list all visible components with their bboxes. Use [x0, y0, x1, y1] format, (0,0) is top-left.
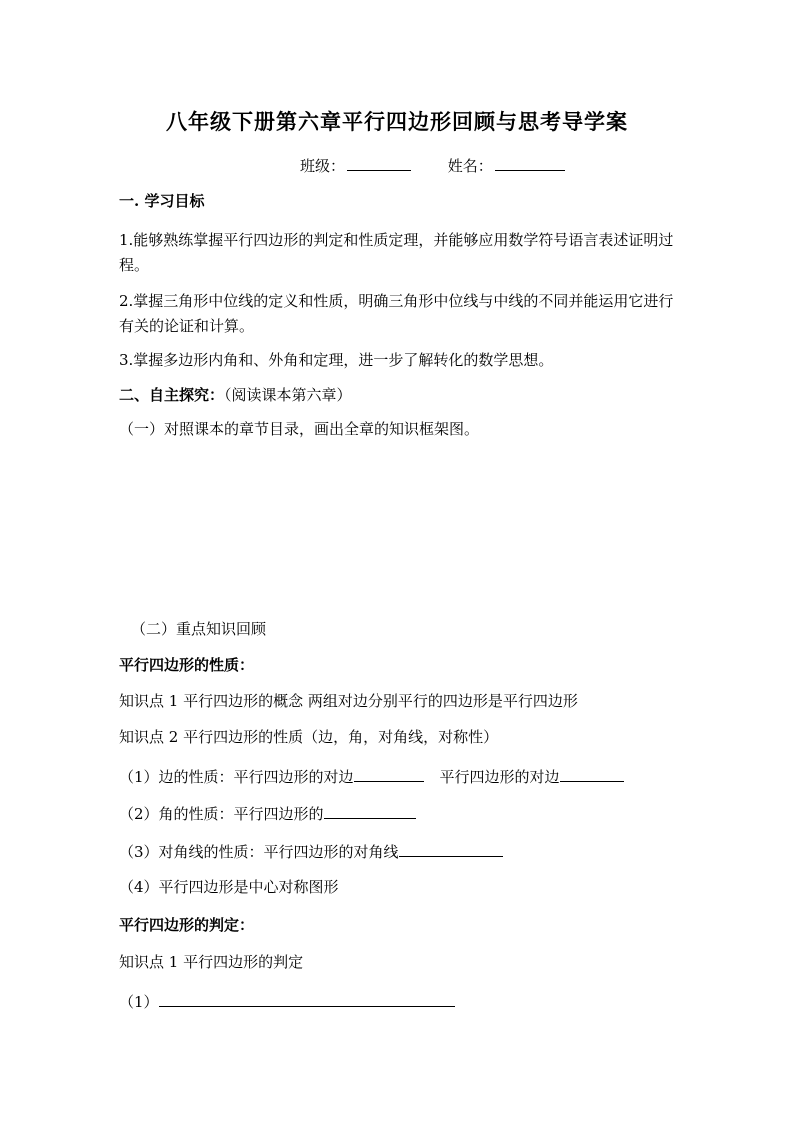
judgement-1-blank[interactable]	[159, 990, 455, 1007]
goals-heading: 一. 学习目标	[119, 192, 205, 210]
property-2-label: （2）角的性质：平行四边形的	[119, 805, 324, 823]
property-3-blank[interactable]	[399, 840, 503, 857]
explore-heading: 二、自主探究：	[119, 386, 225, 404]
property-4: （4）平行四边形是中心对称图形	[119, 878, 339, 896]
knowledge-point-2: 知识点 2 平行四边形的性质（边，角，对角线，对称性）	[119, 728, 499, 746]
class-label: 班级：	[300, 157, 346, 175]
judgement-1-label: （1）	[119, 993, 159, 1011]
goal-2: 2.掌握三角形中位线的定义和性质，明确三角形中位线与中线的不同并能运用它进行有关的论证和计算。	[119, 292, 674, 335]
goal-1: 1.能够熟练掌握平行四边形的判定和性质定理，并能够应用数学符号语言表述证明过程。	[119, 231, 674, 274]
knowledge-point-1: 知识点 1 平行四边形的概念 两组对边分别平行的四边形是平行四边形	[119, 692, 578, 710]
properties-heading: 平行四边形的性质：	[119, 656, 255, 674]
judgement-1-row	[119, 990, 455, 1012]
explore-note: （阅读课本第六章）	[224, 386, 352, 404]
property-1-row	[119, 765, 624, 787]
name-blank[interactable]	[495, 154, 565, 171]
property-1-blank-a[interactable]	[354, 765, 424, 782]
property-3-label: （3）对角线的性质：平行四边形的对角线	[119, 843, 399, 861]
property-1-label: （1）边的性质：平行四边形的对边	[119, 768, 354, 786]
property-1-label-b: 平行四边形的对边	[439, 768, 560, 786]
property-2-row	[119, 802, 416, 824]
judgement-heading: 平行四边形的判定：	[119, 916, 255, 934]
name-label: 姓名：	[447, 157, 493, 175]
judgement-knowledge-point-1: 知识点 1 平行四边形的判定	[119, 953, 304, 971]
explore-heading-row	[119, 385, 352, 405]
property-3-row	[119, 840, 503, 862]
class-blank[interactable]	[347, 154, 411, 171]
goal-3: 3.掌握多边形内角和、外角和定理，进一步了解转化的数学思想。	[119, 351, 554, 369]
part-2-heading: （二）重点知识回顾	[131, 620, 267, 638]
property-2-blank[interactable]	[324, 802, 416, 819]
property-1-blank-b[interactable]	[560, 765, 624, 782]
student-info-row	[300, 154, 565, 176]
page-title: 八年级下册第六章平行四边形回顾与思考导学案	[166, 109, 628, 134]
part-1-instruction: （一）对照课本的章节目录，画出全章的知识框架图。	[119, 420, 480, 438]
